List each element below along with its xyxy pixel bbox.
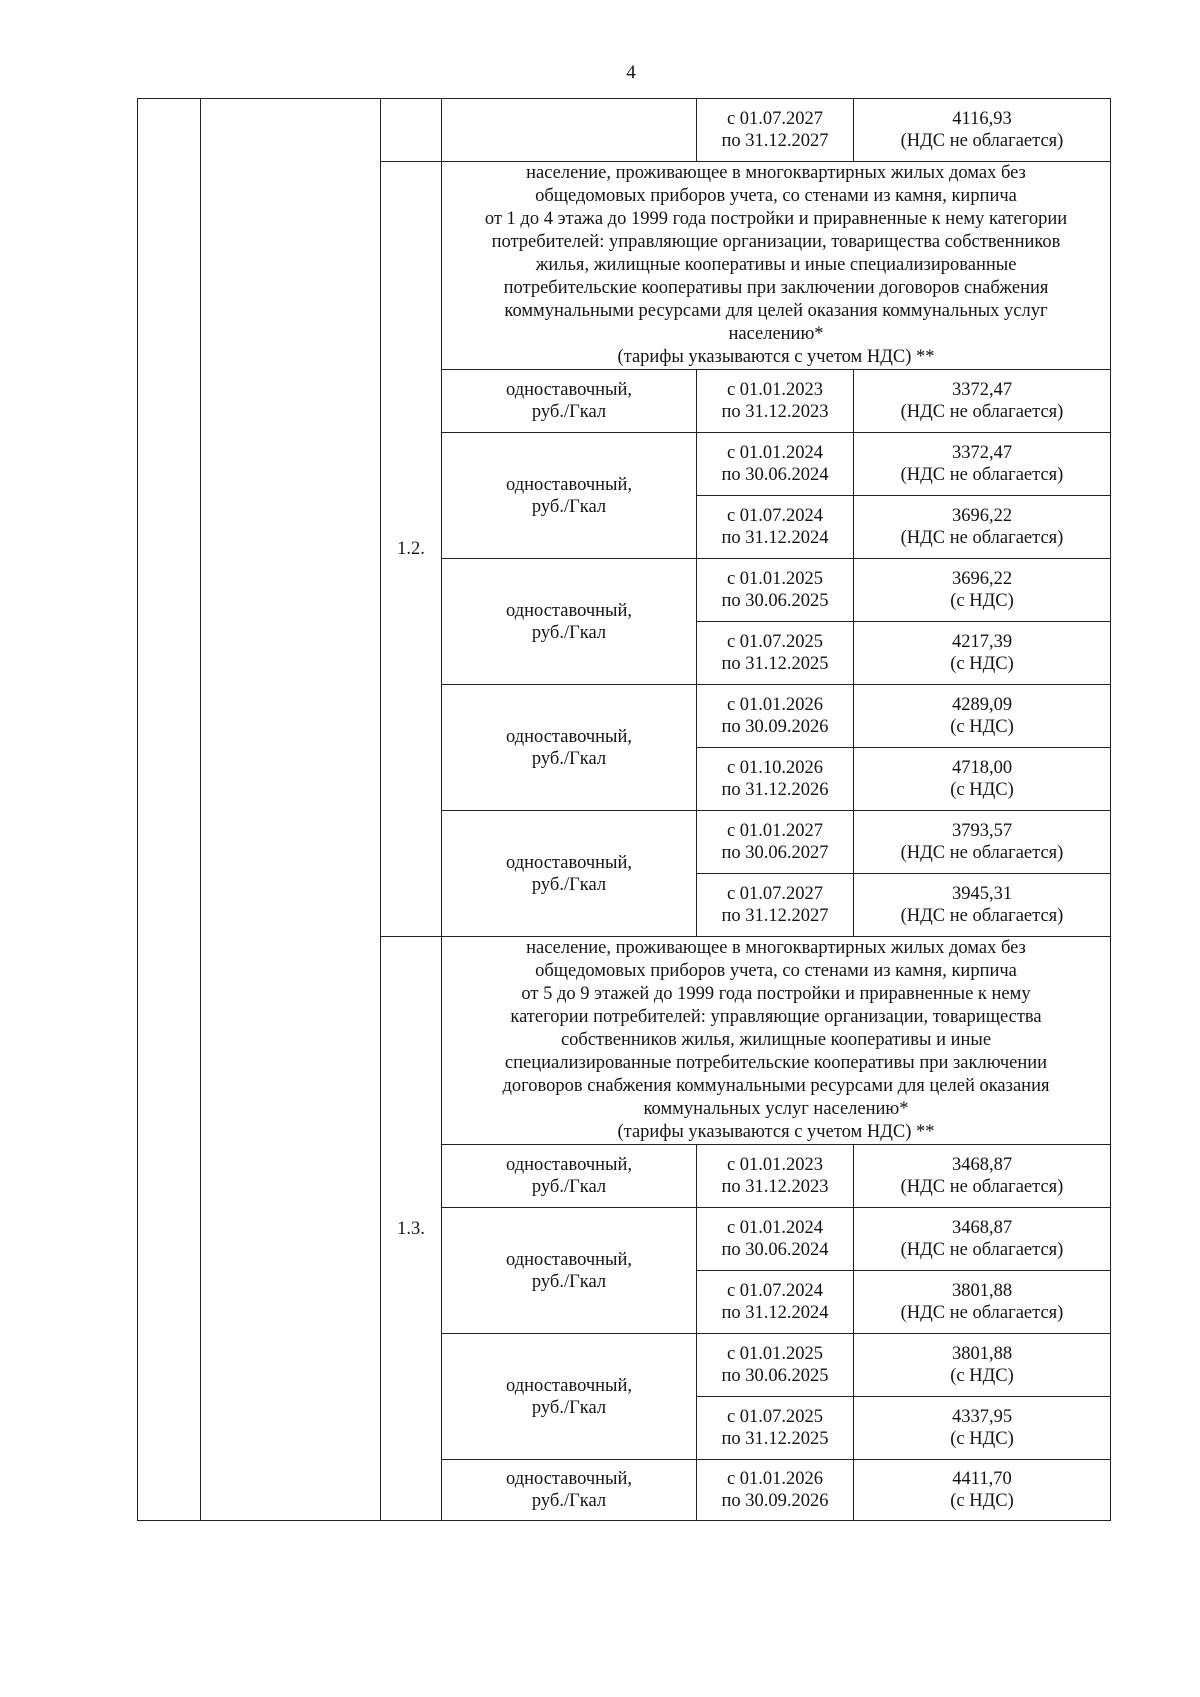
tariff-value: 3468,87	[951, 1155, 1013, 1175]
vat-note: (с НДС)	[950, 591, 1014, 611]
tariff-cell	[442, 99, 697, 162]
period-start: с 01.01.2023	[726, 1155, 824, 1175]
period-cell	[697, 1145, 854, 1208]
tariff-type-cell	[442, 1460, 697, 1521]
period-cell	[697, 1397, 854, 1460]
period-start: с 01.01.2024	[726, 443, 824, 463]
period-start: с 01.01.2026	[726, 695, 824, 715]
number-cell	[381, 99, 442, 162]
tariff-type-cell	[442, 685, 697, 811]
tariff-type-cell	[442, 559, 697, 685]
tariff-unit: руб./Гкал	[531, 496, 607, 517]
period-start: с 01.10.2026	[726, 758, 824, 778]
tariff-value: 4411,70	[952, 1469, 1012, 1489]
vat-note: (с НДС)	[950, 1429, 1014, 1449]
period-end: по 30.06.2024	[721, 465, 829, 485]
text-line: жилья, жилищные кооперативы и иные специализированные	[535, 255, 1017, 275]
value-cell	[854, 1397, 1111, 1460]
column-1-cell	[138, 99, 201, 1521]
text-line: общедомовых приборов учета, со стенами из камня, кирпича	[535, 186, 1017, 206]
tariff-type-cell	[442, 1334, 697, 1460]
tariff-value: 3945,31	[951, 884, 1013, 904]
text-line: население, проживающее в многоквартирных жилых домах без	[526, 163, 1026, 183]
tariff-type-cell	[442, 370, 697, 433]
text-line: категории потребителей: управляющие организации, товарищества	[510, 1007, 1042, 1027]
value-cell	[854, 1334, 1111, 1397]
period-start: с 01.01.2027	[726, 821, 824, 841]
vat-note: (НДС не облагается)	[900, 906, 1064, 926]
text-line: от 1 до 4 этажа до 1999 года постройки и приравненные к нему категории	[484, 209, 1068, 229]
period-start: с 01.07.2024	[726, 506, 824, 526]
tariff-value: 3372,47	[951, 380, 1013, 400]
period-end: по 31.12.2025	[721, 654, 829, 674]
vat-note: (с НДС)	[950, 654, 1014, 674]
vat-note: (НДС не облагается)	[900, 131, 1064, 151]
value-cell	[854, 622, 1111, 685]
period-end: по 31.12.2027	[721, 131, 829, 151]
period-end: по 30.06.2025	[721, 1366, 829, 1386]
vat-note: (НДС не облагается)	[900, 402, 1064, 422]
vat-note: (с НДС)	[950, 717, 1014, 737]
value-cell	[854, 433, 1111, 496]
value-cell	[854, 496, 1111, 559]
period-cell	[697, 811, 854, 874]
section-number: 1.2.	[381, 162, 442, 937]
value-cell	[854, 874, 1111, 937]
tariff-value: 3468,87	[951, 1218, 1013, 1238]
period-end: по 31.12.2025	[721, 1429, 829, 1449]
period-cell	[697, 874, 854, 937]
period-cell	[697, 99, 854, 162]
period-cell	[697, 559, 854, 622]
period-cell	[697, 1460, 854, 1521]
tariff-type: одноставочный,	[505, 380, 632, 400]
tariff-type: одноставочный,	[505, 600, 632, 621]
period-cell	[697, 1271, 854, 1334]
period-cell	[697, 1334, 854, 1397]
period-start: с 01.01.2025	[726, 1344, 824, 1364]
period-start: с 01.01.2024	[726, 1218, 824, 1238]
period-end: по 30.09.2026	[721, 1491, 829, 1511]
section-description	[442, 162, 1111, 370]
value-cell	[854, 1460, 1111, 1521]
period-end: по 30.09.2026	[721, 717, 829, 737]
tariff-value: 3801,88	[951, 1344, 1013, 1364]
tariff-table-body	[138, 99, 1111, 1521]
table-row	[138, 99, 1111, 162]
period-cell	[697, 622, 854, 685]
value-cell	[854, 370, 1111, 433]
tariff-value: 3793,57	[951, 821, 1013, 841]
tariff-value: 4116,93	[952, 109, 1012, 129]
column-2-cell	[201, 99, 381, 1521]
tariff-type-cell	[442, 433, 697, 559]
text-line: специализированные потребительские кооперативы при заключении	[504, 1053, 1048, 1073]
vat-note: (НДС не облагается)	[900, 843, 1064, 863]
tariff-type-cell	[442, 1208, 697, 1334]
period-end: по 30.06.2024	[721, 1240, 829, 1260]
tariff-value: 3801,88	[951, 1281, 1013, 1301]
period-end: по 31.12.2024	[721, 1303, 829, 1323]
text-line: коммунальными ресурсами для целей оказания коммунальных услуг	[504, 301, 1048, 321]
period-cell	[697, 1208, 854, 1271]
text-line: коммунальных услуг населению*	[643, 1099, 909, 1119]
period-start: с 01.01.2023	[726, 380, 824, 400]
text-line: население, проживающее в многоквартирных жилых домах без	[526, 938, 1026, 958]
period-start: с 01.01.2026	[726, 1469, 824, 1489]
value-cell	[854, 748, 1111, 811]
tariff-type-cell	[442, 811, 697, 937]
period-end: по 30.06.2025	[721, 591, 829, 611]
text-line: (тарифы указываются с учетом НДС) **	[617, 1122, 935, 1142]
vat-note: (с НДС)	[950, 780, 1014, 800]
tariff-unit: руб./Гкал	[531, 748, 607, 769]
tariff-unit: руб./Гкал	[531, 402, 607, 422]
period-cell	[697, 748, 854, 811]
value-cell	[854, 559, 1111, 622]
value-cell	[854, 1145, 1111, 1208]
text-line: (тарифы указываются с учетом НДС) **	[617, 347, 935, 367]
period-start: с 01.07.2025	[726, 632, 824, 652]
section-number: 1.3.	[381, 937, 442, 1521]
period-end: по 31.12.2026	[721, 780, 829, 800]
period-end: по 31.12.2027	[721, 906, 829, 926]
period-end: по 31.12.2023	[721, 402, 829, 422]
tariff-type: одноставочный,	[505, 1375, 632, 1396]
tariff-value: 4289,09	[951, 695, 1013, 715]
tariff-unit: руб./Гкал	[531, 1397, 607, 1418]
tariff-type: одноставочный,	[505, 852, 632, 873]
text-line: населению*	[728, 324, 824, 344]
vat-note: (с НДС)	[950, 1491, 1014, 1511]
text-line: общедомовых приборов учета, со стенами из камня, кирпича	[535, 961, 1017, 981]
tariff-value: 4217,39	[951, 632, 1013, 652]
vat-note: (НДС не облагается)	[900, 465, 1064, 485]
period-end: по 30.06.2027	[721, 843, 829, 863]
period-start: с 01.07.2024	[726, 1281, 824, 1301]
value-cell	[854, 811, 1111, 874]
page-number: 4	[626, 62, 636, 83]
text-line: от 5 до 9 этажей до 1999 года постройки и приравненные к нему	[521, 984, 1031, 1004]
period-end: по 31.12.2023	[721, 1177, 829, 1197]
period-cell	[697, 496, 854, 559]
period-start: с 01.01.2025	[726, 569, 824, 589]
tariff-unit: руб./Гкал	[531, 874, 607, 895]
text-line: договоров снабжения коммунальными ресурсами для целей оказания	[502, 1076, 1050, 1096]
section-description	[442, 937, 1111, 1145]
period-end: по 31.12.2024	[721, 528, 829, 548]
tariff-value: 3696,22	[951, 569, 1013, 589]
period-start: с 01.07.2025	[726, 1407, 824, 1427]
text-line: потребительские кооперативы при заключении договоров снабжения	[503, 278, 1049, 298]
tariff-value: 4718,00	[951, 758, 1013, 778]
period-start: с 01.07.2027	[726, 884, 824, 904]
tariff-unit: руб./Гкал	[531, 1271, 607, 1292]
tariff-type-cell	[442, 1145, 697, 1208]
tariff-unit: руб./Гкал	[531, 622, 607, 643]
tariff-type: одноставочный,	[505, 726, 632, 747]
tariff-type: одноставочный,	[505, 474, 632, 495]
tariff-value: 3372,47	[951, 443, 1013, 463]
tariff-type: одноставочный,	[505, 1249, 632, 1270]
value-cell	[854, 685, 1111, 748]
tariff-type: одноставочный,	[505, 1155, 632, 1175]
vat-note: (НДС не облагается)	[900, 1240, 1064, 1260]
vat-note: (НДС не облагается)	[900, 1177, 1064, 1197]
value-cell	[854, 1208, 1111, 1271]
tariff-value: 3696,22	[951, 506, 1013, 526]
value-cell	[854, 1271, 1111, 1334]
tariff-type: одноставочный,	[505, 1469, 632, 1489]
vat-note: (НДС не облагается)	[900, 528, 1064, 548]
tariff-value: 4337,95	[951, 1407, 1013, 1427]
period-cell	[697, 370, 854, 433]
text-line: потребителей: управляющие организации, товарищества собственников	[491, 232, 1061, 252]
value-cell	[854, 99, 1111, 162]
vat-note: (с НДС)	[950, 1366, 1014, 1386]
text-line: собственников жилья, жилищные кооперативы и иные	[560, 1030, 992, 1050]
period-cell	[697, 433, 854, 496]
tariff-unit: руб./Гкал	[531, 1491, 607, 1511]
tariff-unit: руб./Гкал	[531, 1177, 607, 1197]
vat-note: (НДС не облагается)	[900, 1303, 1064, 1323]
period-start: с 01.07.2027	[726, 109, 824, 129]
tariff-table	[137, 98, 1111, 1521]
period-cell	[697, 685, 854, 748]
